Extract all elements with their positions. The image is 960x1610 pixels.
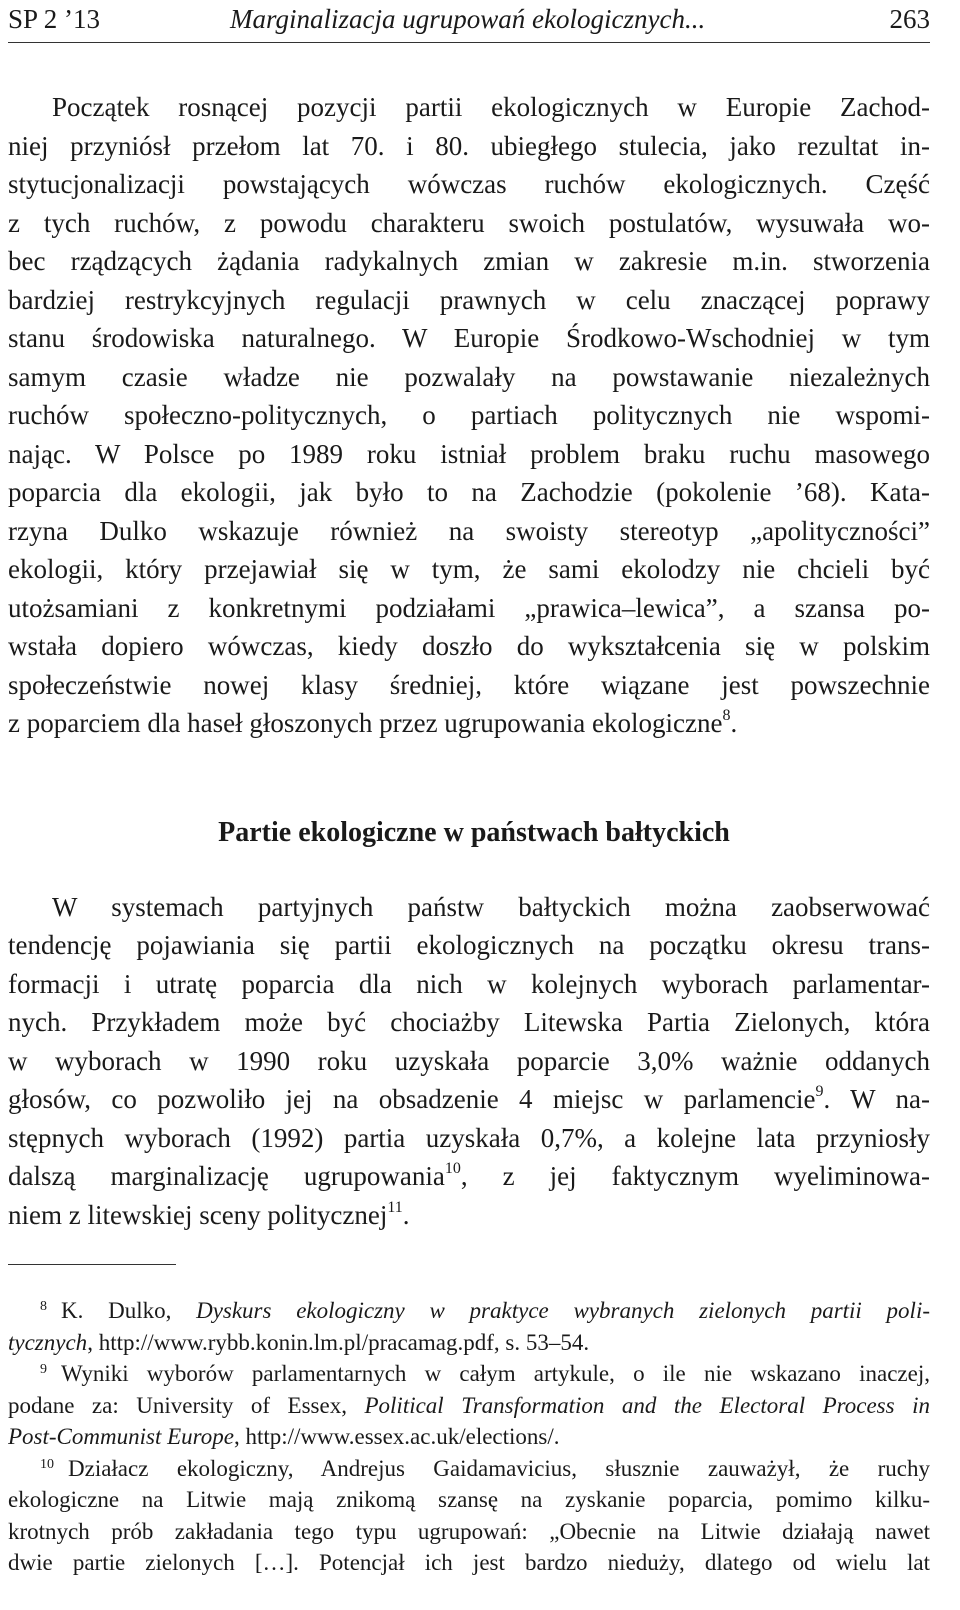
text-span: . xyxy=(402,1199,410,1230)
text-span: Działacz ekologiczny, Andrejus Gaidamavicius, słusznie zauważył, że ruchy xyxy=(68,1455,930,1481)
footnote-divider xyxy=(8,1264,176,1265)
journal-issue: SP 2 ’13 xyxy=(8,4,101,34)
text-line: nych. Przykładem może być chociażby Litewska Partia Zielonych, która xyxy=(8,1007,930,1037)
text-line: stępnych wyborach (1992) partia uzyskała 0,7%, a kolejne lata przyniosły xyxy=(8,1122,930,1153)
text-line: niej przyniósł przełom lat 70. i 80. ubiegłego stulecia, jako rezultat in- xyxy=(8,130,930,161)
text-span: dalszą marginalizację ugrupowania xyxy=(8,1161,445,1191)
footnote-9 xyxy=(8,1358,930,1390)
text-span: Wyniki wyborów parlamentarnych w całym artykule, o ile nie wskazano inaczej, xyxy=(61,1361,930,1386)
running-title: Marginalizacja ugrupowań ekologicznych... xyxy=(230,4,706,34)
text-span: . xyxy=(730,708,738,738)
text-line xyxy=(8,1196,930,1235)
citation-url[interactable]: , http://www.rybb.konin.lm.pl/pracamag.pdf, s. 53–54. xyxy=(87,1329,590,1355)
footnote-line xyxy=(8,1390,930,1422)
footnote-line: dwie partie zielonych […]. Potencjał ich jest bardzo nieduży, dlatego od wielu lat xyxy=(8,1550,930,1575)
text-line xyxy=(8,704,930,743)
text-line: w wyborach w 1990 roku uzyskała poparcie 3,0% ważnie oddanych xyxy=(8,1045,930,1076)
page-number: 263 xyxy=(889,4,930,34)
footnote-line xyxy=(8,1327,930,1359)
paragraph-1 xyxy=(8,88,930,743)
citation-title: Dyskurs ekologiczny w praktyce wybranych zielonych partii poli- xyxy=(196,1298,930,1323)
footnotes xyxy=(8,1295,930,1579)
running-head xyxy=(8,0,930,43)
footnote-ref-10[interactable]: 10 xyxy=(444,1160,461,1177)
footnote-8 xyxy=(8,1295,930,1327)
footnote-line: ekologiczne na Litwie mają znikomą szansę na zyskanie poparcia, pomimo kilku- xyxy=(8,1487,930,1512)
footnote-number: 9 xyxy=(40,1362,47,1377)
text-line: stytucjonalizacji powstających wówczas ruchów ekologicznych. Część xyxy=(8,169,930,199)
text-line: stanu środowiska naturalnego. W Europie Środkowo-Wschodniej w tym xyxy=(8,323,930,353)
text-span: podane za: University of Essex, xyxy=(8,1392,365,1418)
text-line: nając. W Polsce po 1989 roku istniał problem braku ruchu masowego xyxy=(8,438,930,469)
footnote-line xyxy=(8,1421,930,1453)
text-span: K. Dulko, xyxy=(61,1298,197,1323)
text-span: . W na- xyxy=(823,1084,930,1114)
citation-title: Political Transformation and the Electoral Process in xyxy=(364,1392,930,1418)
text-line: W systemach partyjnych państw bałtyckich można zaobserwować xyxy=(52,891,930,922)
text-line: bardziej restrykcyjnych regulacji prawnych w celu znaczącej poprawy xyxy=(8,284,930,315)
footnote-number: 8 xyxy=(40,1299,47,1314)
text-line: Początek rosnącej pozycji partii ekologicznych w Europie Zachod- xyxy=(52,92,930,122)
text-span: z poparciem dla haseł głoszonych przez ugrupowania ekologiczne xyxy=(8,708,723,738)
citation-title: Post-Communist Europe xyxy=(8,1424,234,1449)
text-line: bec rządzących żądania radykalnych zmian w zakresie m.in. stworzenia xyxy=(8,246,930,276)
footnote-ref-8[interactable]: 8 xyxy=(722,707,731,724)
text-line: społeczeństwie nowej klasy średniej, które wiązane jest powszechnie xyxy=(8,669,930,700)
footnote-10 xyxy=(8,1453,930,1485)
text-line: tendencję pojawiania się partii ekologicznych na początku okresu trans- xyxy=(8,930,930,960)
text-span: niem z litewskiej sceny politycznej xyxy=(8,1199,388,1230)
text-line xyxy=(8,1157,930,1196)
paragraph-2 xyxy=(8,888,930,1235)
text-line: rzyna Dulko wskazuje również na swoisty stereotyp „apolityczności” xyxy=(8,515,930,546)
citation-url[interactable]: , http://www.essex.ac.uk/elections/. xyxy=(233,1424,560,1449)
text-line: formacji i utratę poparcia dla nich w kolejnych wyborach parlamentar- xyxy=(8,968,930,999)
footnote-number: 10 xyxy=(40,1456,54,1472)
text-line: poparcia dla ekologii, jak było to na Zachodzie (pokolenie ’68). Kata- xyxy=(8,477,930,507)
citation-title: tycznych xyxy=(8,1329,88,1355)
text-span: głosów, co pozwoliło jej na obsadzenie 4 miejsc w parlamencie xyxy=(8,1084,816,1114)
text-line xyxy=(8,1080,930,1119)
text-span: , z jej faktycznym wyeliminowa- xyxy=(460,1161,930,1191)
page xyxy=(8,0,930,1579)
footnote-line: krotnych prób zakładania tego typu ugrupowań: „Obecnie na Litwie działają nawet xyxy=(8,1518,930,1544)
text-line: ekologii, który przejawiał się w tym, że sami ekolodzy nie chcieli być xyxy=(8,554,930,584)
footnote-ref-9[interactable]: 9 xyxy=(815,1083,824,1100)
text-line: wstała dopiero wówczas, kiedy doszło do wykształcenia się w polskim xyxy=(8,631,930,661)
text-line: samym czasie władze nie pozwalały na powstawanie niezależnych xyxy=(8,361,930,392)
text-line: ruchów społeczno-politycznych, o partiach politycznych nie wspomi- xyxy=(8,400,930,430)
footnote-ref-11[interactable]: 11 xyxy=(387,1198,403,1216)
section-heading: Partie ekologiczne w państwach bałtyckich xyxy=(218,816,730,848)
text-line: utożsamiani z konkretnymi podziałami „prawica–lewica”, a szansa po- xyxy=(8,592,930,623)
text-line: z tych ruchów, z powodu charakteru swoich postulatów, wysuwała wo- xyxy=(8,207,930,238)
